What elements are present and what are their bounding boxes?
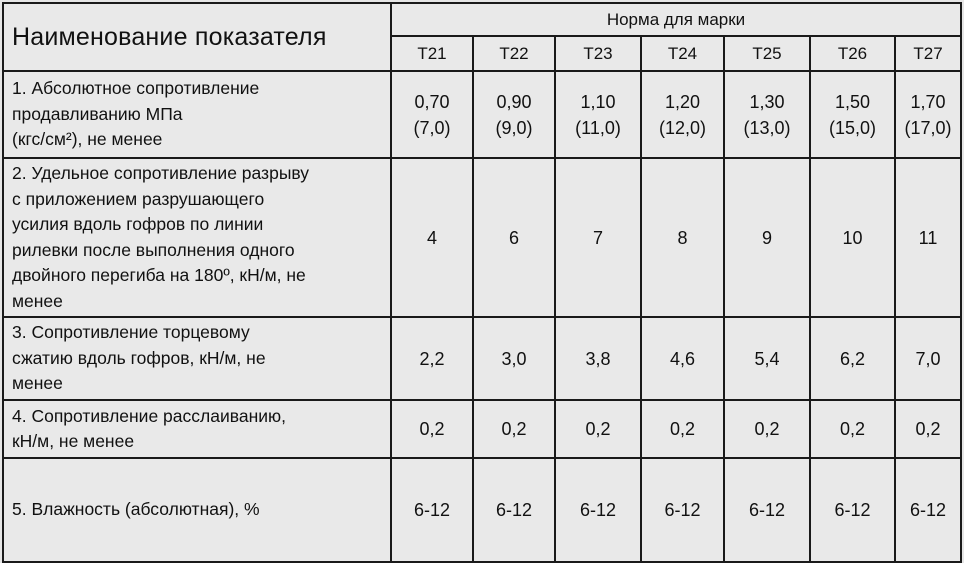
value-text: 0,2 bbox=[419, 419, 445, 439]
value-text: (17,0) bbox=[904, 117, 952, 138]
value-cell bbox=[555, 400, 641, 458]
indicator-name-line: усилия вдоль гофров по линии bbox=[12, 214, 264, 234]
value-text: 6,2 bbox=[839, 348, 866, 369]
value-cell bbox=[391, 400, 473, 458]
value-text: 6 bbox=[508, 227, 519, 248]
value-text: 9 bbox=[761, 227, 772, 248]
table-row bbox=[3, 158, 961, 317]
value-text: 0,2 bbox=[585, 419, 611, 439]
column-header-mark: Т23 bbox=[555, 36, 641, 71]
value-cell bbox=[391, 158, 473, 317]
value-cell bbox=[641, 158, 724, 317]
column-header-mark: Т21 bbox=[391, 36, 473, 71]
value-text: 1,30 bbox=[749, 91, 785, 112]
value-text: 0,2 bbox=[501, 419, 527, 439]
value-text: 0,2 bbox=[915, 419, 941, 439]
value-text: 7,0 bbox=[915, 348, 941, 369]
value-cell bbox=[810, 400, 895, 458]
value-cell bbox=[473, 317, 555, 400]
indicator-name-line: продавливанию МПа bbox=[12, 103, 183, 124]
table-row bbox=[3, 400, 961, 458]
value-text: 6-12 bbox=[910, 500, 947, 520]
indicator-name-line: 3. Сопротивление торцевому bbox=[12, 322, 250, 343]
value-cell bbox=[473, 71, 555, 158]
value-text: 10 bbox=[842, 227, 863, 248]
value-text: (11,0) bbox=[575, 117, 621, 138]
value-cell bbox=[724, 71, 810, 158]
indicator-name-line: (кгс/см²), не менее bbox=[12, 129, 163, 150]
value-cell bbox=[555, 317, 641, 400]
value-text: 6-12 bbox=[413, 500, 451, 520]
value-text: 1,20 bbox=[664, 91, 701, 112]
column-header-mark: Т22 bbox=[473, 36, 555, 71]
value-text: 1,70 bbox=[910, 91, 946, 112]
value-text: (15,0) bbox=[828, 117, 877, 138]
value-cell bbox=[391, 458, 473, 562]
indicator-name-line: 4. Сопротивление расслаиванию, bbox=[12, 405, 286, 426]
indicator-name-line: менее bbox=[12, 373, 63, 394]
value-cell bbox=[810, 158, 895, 317]
indicator-name-cell bbox=[3, 458, 391, 562]
indicator-name-line: с приложением разрушающего bbox=[12, 188, 265, 209]
value-cell bbox=[895, 400, 961, 458]
value-cell bbox=[724, 400, 810, 458]
value-cell bbox=[895, 317, 961, 400]
table-row bbox=[3, 458, 961, 562]
value-text: (9,0) bbox=[495, 117, 533, 138]
value-cell bbox=[724, 158, 810, 317]
value-text: 1,10 bbox=[580, 91, 616, 112]
indicator-name-line: двойного перегиба на 180º, кН/м, не bbox=[12, 265, 306, 285]
value-text: 5,4 bbox=[754, 348, 780, 369]
value-cell bbox=[641, 71, 724, 158]
indicator-name-line: рилевки после выполнения одного bbox=[12, 239, 295, 260]
spec-table bbox=[2, 2, 962, 563]
indicator-name-cell bbox=[3, 158, 391, 317]
value-text: 0,2 bbox=[839, 419, 866, 439]
value-text: 6-12 bbox=[748, 500, 786, 520]
value-cell bbox=[810, 317, 895, 400]
value-cell bbox=[810, 458, 895, 562]
value-cell bbox=[555, 71, 641, 158]
value-cell bbox=[473, 158, 555, 317]
value-text: 3,0 bbox=[501, 348, 527, 369]
value-text: 3,8 bbox=[585, 348, 611, 369]
value-text: 2,2 bbox=[419, 348, 445, 369]
value-text: (13,0) bbox=[743, 117, 791, 138]
value-cell bbox=[724, 458, 810, 562]
value-text: 6-12 bbox=[579, 500, 617, 520]
value-cell bbox=[473, 400, 555, 458]
value-cell bbox=[724, 317, 810, 400]
column-header-mark: Т25 bbox=[724, 36, 810, 71]
value-text: 8 bbox=[677, 227, 688, 248]
value-cell bbox=[641, 458, 724, 562]
value-text: 0,2 bbox=[669, 419, 696, 439]
indicator-name-line: сжатию вдоль гофров, кН/м, не bbox=[12, 347, 266, 368]
value-cell bbox=[391, 317, 473, 400]
value-text: 4,6 bbox=[669, 348, 696, 369]
value-text: (7,0) bbox=[413, 117, 451, 138]
value-cell bbox=[810, 71, 895, 158]
value-cell bbox=[391, 71, 473, 158]
value-text: 6-12 bbox=[495, 500, 533, 520]
value-text: 1,50 bbox=[834, 91, 871, 112]
indicator-name-line: 2. Удельное сопротивление разрыву bbox=[12, 163, 310, 183]
indicator-name-cell bbox=[3, 317, 391, 400]
value-text: 0,70 bbox=[414, 91, 450, 112]
indicator-name-line: кН/м, не менее bbox=[12, 431, 135, 451]
column-header-indicator: Наименование показателя bbox=[3, 3, 391, 71]
column-header-mark: Т27 bbox=[895, 36, 961, 71]
value-cell bbox=[555, 158, 641, 317]
value-text: 4 bbox=[426, 227, 437, 248]
value-cell bbox=[641, 400, 724, 458]
value-cell bbox=[473, 458, 555, 562]
column-header-mark: Т26 bbox=[810, 36, 895, 71]
table-body bbox=[3, 71, 961, 562]
value-text: 6-12 bbox=[664, 500, 701, 520]
column-header-mark: Т24 bbox=[641, 36, 724, 71]
value-text: 0,2 bbox=[754, 419, 780, 439]
value-text: 7 bbox=[592, 227, 603, 248]
value-cell bbox=[895, 158, 961, 317]
column-group-header: Норма для марки bbox=[391, 3, 961, 36]
value-text: 11 bbox=[918, 227, 938, 248]
indicator-name-cell bbox=[3, 71, 391, 158]
indicator-name-line: 5. Влажность (абсолютная), % bbox=[12, 499, 260, 520]
value-text: 6-12 bbox=[834, 500, 871, 520]
indicator-name-line: менее bbox=[12, 290, 63, 311]
indicator-name-line: 1. Абсолютное сопротивление bbox=[12, 78, 260, 99]
value-text: (12,0) bbox=[658, 117, 707, 138]
value-cell bbox=[895, 458, 961, 562]
value-cell bbox=[641, 317, 724, 400]
value-cell bbox=[555, 458, 641, 562]
indicator-name-cell bbox=[3, 400, 391, 458]
value-cell bbox=[895, 71, 961, 158]
table-row bbox=[3, 317, 961, 400]
value-text: 0,90 bbox=[496, 91, 532, 112]
table-row bbox=[3, 71, 961, 158]
